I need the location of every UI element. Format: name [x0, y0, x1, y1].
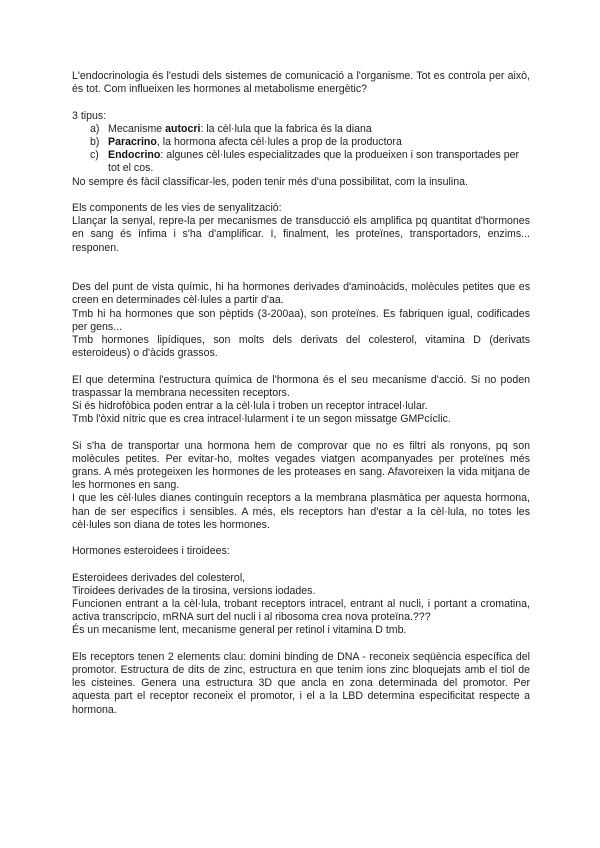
types-list [72, 123, 530, 176]
chemistry-line: Des del punt de vista químic, hi ha hormones derivades d'aminoàcids, molècules petites que es creen en determinades cèl·lules a partir d'aa. [72, 281, 530, 307]
list-item: a) Mecanisme autocri: la cèl·lula que la fabrica és la diana [72, 123, 530, 136]
structure-line: Tmb l'òxid nítric que es crea intracel·lularment i te un segon missatge GMPcíclic. [72, 413, 451, 426]
steroid-heading: Hormones esteroidees i tiroidees: [72, 545, 230, 558]
steroid-line: És un mecanisme lent, mecanisme general per retinol i vitamina D tmb. [72, 624, 407, 637]
components-paragraph: Llançar la senyal, repre-la per mecanismes de transducció els amplifica pq quantitat d'hormones en sang és ínfima i s'ha d'amplificar. I, finalment, les proteïnes, transportadors, enzims... responen. [72, 215, 530, 254]
document-body [72, 70, 530, 717]
list-marker: c) [90, 149, 99, 162]
chemistry-line: Tmb hi ha hormones que son pèptids (3-200aa), son proteïnes. Es fabriquen igual, codificades per gens... [72, 307, 530, 333]
list-item: c) Endocrino: algunes cèl·lules especialitzades que la produeixen i son transportades per tot el cos. [72, 149, 530, 175]
list-marker: b) [90, 136, 100, 148]
term-paracrino: Paracrino [108, 136, 157, 148]
term-autocri: autocri [165, 122, 201, 135]
list-item: b) Paracrino, la hormona afecta cèl·lules a prop de la productora [72, 136, 530, 149]
types-heading: 3 tipus: [72, 109, 107, 122]
components-heading: Els components de les vies de senyalització: [72, 202, 282, 214]
structure-line: El que determina l'estructura química de l'hormona és el seu mecanisme d'acció. Si no poden traspassar la membrana necessiten receptors. [72, 373, 530, 399]
steroid-line: Tiroidees derivades de la tirosina, versions iodades. [72, 584, 316, 597]
types-note: No sempre és fàcil classificar-les, poden tenir més d'una possibilitat, com la insulina. [72, 175, 468, 188]
receptors-paragraph: Els receptors tenen 2 elements clau: domini binding de DNA - reconeix seqüència específica del promotor. Estructura de dits de zinc, estructura en que tenim ions zinc bloquejats amb el tiol de les cisteines. Genera una estructura 3D que ancla en zona determinada del promotor. Per aquesta part el receptor reconeix el promotor, i el a la LBD determina especificitat respecte a hormona. [72, 650, 530, 716]
transport-paragraph: I que les cèl·lules dianes continguin receptors a la membrana plasmàtica per aquesta hormona, han de ser específics i sensibles. A més, els receptors han d'estar a la cèl·lula, no totes les cèl·lules son diana de totes les hormones. [72, 492, 530, 531]
steroid-line: Esteroidees derivades del colesterol, [72, 571, 246, 584]
list-marker: a) [90, 122, 100, 135]
transport-paragraph: Si s'ha de transportar una hormona hem de comprovar que no es filtri als ronyons, pq son molècules petites. Per evitar-ho, moltes vegades viatgen acompanyades per proteïnes més grans. A més protegeixen les hormones de les proteases en sang. Afavoreixen la vida mitjana de les hormones en sang. [72, 439, 530, 492]
steroid-line: Funcionen entrant a la cèl·lula, trobant receptors intracel, entrant al nucli, i portant a cromatina, activa transcripcio, mRNA surt del nucli i al ribosoma crea nova proteïna.??? [72, 598, 530, 624]
term-endocrino: Endocrino [108, 149, 161, 162]
structure-line: Si és hidrofòbica poden entrar a la cèl·lula i troben un receptor intracel·lular. [72, 400, 428, 412]
intro-paragraph: L'endocrinologia és l'estudi dels sistemes de comunicació a l'organisme. Tot es controla per això, és tot. Com influeixen les hormones al metabolisme energètic? [72, 70, 530, 96]
chemistry-line: Tmb hormones lipídiques, son molts dels derivats del colesterol, vitamina D (derivats esteroideus) o d'àcids grassos. [72, 334, 530, 360]
